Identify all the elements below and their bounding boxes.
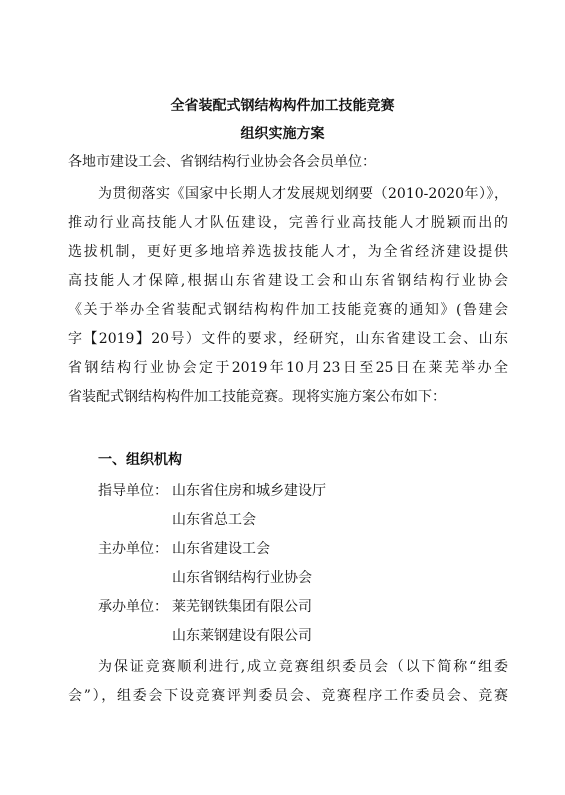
org-value: 山东省住房和城乡建设厅 — [172, 483, 326, 499]
org-label-guide: 指导单位： — [98, 483, 168, 499]
org-value: 山东省钢结构行业协会 — [172, 570, 312, 586]
section-heading: 一、组织机构 — [98, 452, 182, 468]
paragraph-line: 省装配式钢结构构件加工技能竞赛。现将实施方案公布如下： — [68, 389, 446, 405]
document-subtitle: 组织实施方案 — [240, 126, 325, 142]
org-label-host: 主办单位： — [98, 541, 168, 557]
salutation: 各地市建设工会、省钢结构行业协会各会员单位： — [68, 154, 376, 170]
org-value: 莱芜钢铁集团有限公司 — [172, 599, 312, 615]
paragraph-line: 省钢结构行业协会定于2019年10月23日至25日在莱芜举办全 — [68, 360, 508, 376]
org-label-organizer: 承办单位： — [98, 599, 168, 615]
org-value: 山东省总工会 — [172, 512, 256, 528]
paragraph-line: 会”），组委会下设竞赛评判委员会、竞赛程序工作委员会、竞赛 — [68, 688, 508, 704]
paragraph-line: 高技能人才保障,根据山东省建设工会和山东省钢结构行业协会 — [68, 273, 508, 289]
paragraph-line: 推动行业高技能人才队伍建设，完善行业高技能人才脱颖而出的 — [68, 215, 508, 231]
paragraph-line: 选拔机制，更好更多地培养选拔技能人才，为全省经济建设提供 — [68, 244, 508, 260]
paragraph-line: 为保证竞赛顺利进行,成立竞赛组织委员会（以下简称“组委 — [98, 659, 508, 675]
org-value: 山东莱钢建设有限公司 — [172, 628, 312, 644]
org-value: 山东省建设工会 — [172, 541, 270, 557]
paragraph-line: 为贯彻落实《国家中长期人才发展规划纲要（2010-2020年）》， — [98, 186, 508, 202]
paragraph-line: 《关于举办全省装配式钢结构构件加工技能竞赛的通知》(鲁建会 — [68, 302, 508, 318]
paragraph-line: 字【2019】20号）文件的要求，经研究，山东省建设工会、山东 — [68, 331, 508, 347]
document-title: 全省装配式钢结构构件加工技能竞赛 — [170, 98, 395, 114]
